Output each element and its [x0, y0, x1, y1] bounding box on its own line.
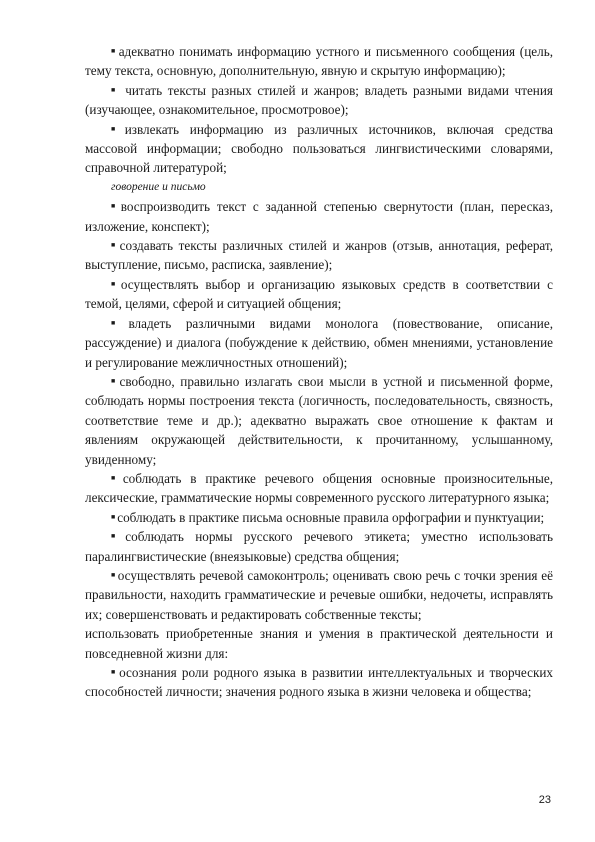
paragraph-text: осуществлять речевой самоконтроль; оценивать свою речь с точки зрения её правильности, находить грамматические и речевые ошибки, недочеты, исправлять их; совершенствовать и редактировать собственные тексты; — [85, 567, 553, 622]
bullet-icon: ■ — [111, 124, 123, 133]
paragraph-text: осуществлять выбор и организацию языковых средств в соответствии с темой, целями, сферой и ситуацией общения; — [85, 276, 553, 312]
bullet-paragraph — [85, 527, 553, 566]
bullet-paragraph — [85, 663, 553, 702]
bullet-icon: ■ — [111, 279, 119, 288]
document-body — [85, 42, 553, 702]
bullet-paragraph — [85, 372, 553, 469]
paragraph-text: воспроизводить текст с заданной степенью свернутости (план, пересказ, изложение, конспект); — [85, 199, 553, 234]
paragraph-text: адекватно понимать информацию устного и письменного сообщения (цель, тему текста, основную, дополнительную, явную и скрытую информацию); — [85, 44, 554, 79]
bullet-paragraph — [85, 42, 553, 81]
paragraph-text: осознания роли родного языка в развитии интеллектуальных и творческих способностей личности; значения родного языка в жизни человека и общества; — [85, 665, 554, 700]
section-subheading: говорение и письмо — [111, 180, 206, 193]
bullet-icon: ■ — [111, 570, 116, 579]
paragraph-text: соблюдать в практике речевого общения основные произносительные, лексические, грамматические нормы современного русского литературного языка; — [85, 470, 553, 506]
bullet-icon: ■ — [111, 241, 118, 250]
bullet-icon: ■ — [111, 47, 117, 55]
bullet-icon: ■ — [111, 532, 124, 541]
bullet-icon: ■ — [111, 376, 118, 385]
bullet-icon: ■ — [111, 512, 116, 521]
bullet-paragraph — [85, 469, 553, 508]
paragraph-text: читать тексты разных стилей и жанров; владеть разными видами чтения (изучающее, ознакомительное, просмотровое); — [85, 82, 553, 118]
plain-paragraph: использовать приобретенные знания и умения в практической деятельности и повседневной жизни для: — [85, 626, 553, 661]
paragraph-text: соблюдать в практике письма основные правила орфографии и пунктуации; — [117, 509, 545, 525]
bullet-paragraph — [85, 275, 553, 314]
bullet-icon: ■ — [111, 473, 121, 482]
bullet-paragraph — [85, 314, 553, 372]
paragraph-text: соблюдать нормы русского речевого этикета; уместно использовать паралингвистические (внеязыковые) средства общения; — [85, 529, 553, 564]
bullet-icon: ■ — [111, 668, 118, 676]
bullet-icon: ■ — [111, 318, 127, 327]
bullet-icon: ■ — [111, 85, 118, 94]
paragraph-text: создавать тексты различных стилей и жанров (отзыв, аннотация, реферат, выступление, письмо, расписка, заявление); — [85, 238, 553, 273]
paragraph-text: свободно, правильно излагать свои мысли в устной и письменной форме, соблюдать нормы построения текста (логичность, последовательность, связность, соответствие теме и др.); адекватно выражать свое отношение к фактам и явлениям окружающей действительности, к прочитанному, услышанному, увиденному; — [85, 373, 553, 467]
bullet-icon: ■ — [111, 202, 119, 211]
paragraph-text: извлекать информацию из различных источников, включая средства массовой информации; свободно пользоваться лингвистическими словарями, справочной литературой; — [85, 121, 553, 176]
page-number: 23 — [538, 794, 551, 806]
bullet-paragraph — [85, 81, 553, 120]
paragraph-text: владеть различными видами монолога (повествование, описание, рассуждение) и диалога (побуждение к действию, обмен мнениями, установление и регулирование межличностных отношений); — [85, 315, 553, 370]
bullet-paragraph — [85, 120, 553, 178]
bullet-paragraph — [85, 566, 553, 624]
bullet-paragraph — [85, 236, 553, 275]
bullet-paragraph — [85, 197, 553, 236]
bullet-paragraph — [85, 508, 553, 527]
